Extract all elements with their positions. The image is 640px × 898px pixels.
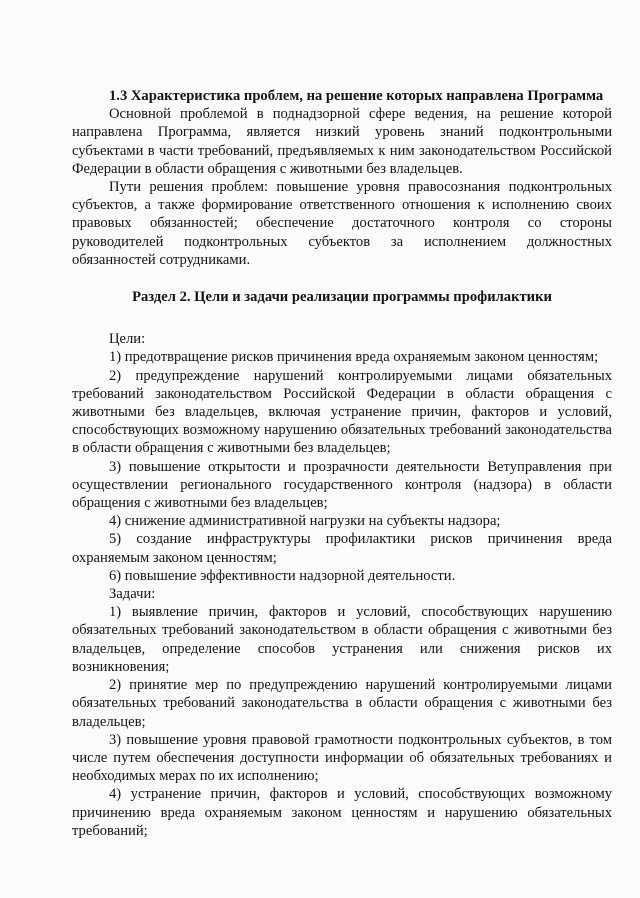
- goals-label: Цели:: [109, 331, 146, 348]
- goal-item: 1) предотвращение рисков причинения вреда охраняемым законом ценностям;: [109, 349, 599, 366]
- goal-item: 2) предупреждение нарушений контролируемыми лицами обязательных требований законодательством Российской Федерации в области обращения с животными без владельцев, включая устранение причин, факторов и условий, способствующих возможному нарушению обязательных требований законодательства в области обращения с животными без владельцев;: [72, 367, 612, 457]
- goal-item: 6) повышение эффективности надзорной деятельности.: [109, 567, 456, 584]
- section-2-heading: Раздел 2. Цели и задачи реализации программы профилактики: [132, 289, 552, 306]
- goal-item: 3) повышение открытости и прозрачности деятельности Ветуправления при осуществлении регионального государственного контроля (надзора) в области обращения с животными без владельцев;: [72, 458, 612, 512]
- section-1-3-paragraph-2: Пути решения проблем: повышение уровня правосознания подконтрольных субъектов, а также формирование ответственного отношения к исполнению своих правовых обязанностей; обеспечение достаточного контроля со стороны руководителей подконтрольных субъектов за исполнением должностных обязанностей сотрудниками.: [72, 179, 612, 268]
- tasks-label: Задачи:: [109, 586, 156, 603]
- task-item: 4) устранение причин, факторов и условий, способствующих возможному причинению вреда охраняемым законом ценностям и нарушению обязательных требований;: [72, 786, 612, 839]
- goal-item: 4) снижение административной нагрузки на субъекты надзора;: [109, 513, 501, 530]
- section-1-3-heading: 1.3 Характеристика проблем, на решение которых направлена Программа: [109, 88, 604, 104]
- goal-item: 5) создание инфраструктуры профилактики рисков причинения вреда охраняемым законом ценностям;: [72, 531, 612, 566]
- section-1-3-paragraph-1: Основной проблемой в поднадзорной сфере ведения, на решение которой направлена Программа, является низкий уровень знаний подконтрольными субъектами в части требований, предъявляемых к ним законодательством Российской Федерации в области обращения с животными без владельцев.: [72, 106, 612, 177]
- task-item: 1) выявление причин, факторов и условий, способствующих нарушению обязательных требований законодательством в области обращения с животными без владельцев, определение способов устранения или снижения рисков их возникновения;: [72, 604, 612, 675]
- task-item: 3) повышение уровня правовой грамотности подконтрольных субъектов, в том числе путем обеспечения доступности информации об обязательных требованиях и необходимых мерах по их исполнению;: [72, 731, 612, 785]
- task-item: 2) принятие мер по предупреждению нарушений контролируемыми лицами обязательных требований законодательства в области обращения с животными без владельцев;: [72, 677, 612, 730]
